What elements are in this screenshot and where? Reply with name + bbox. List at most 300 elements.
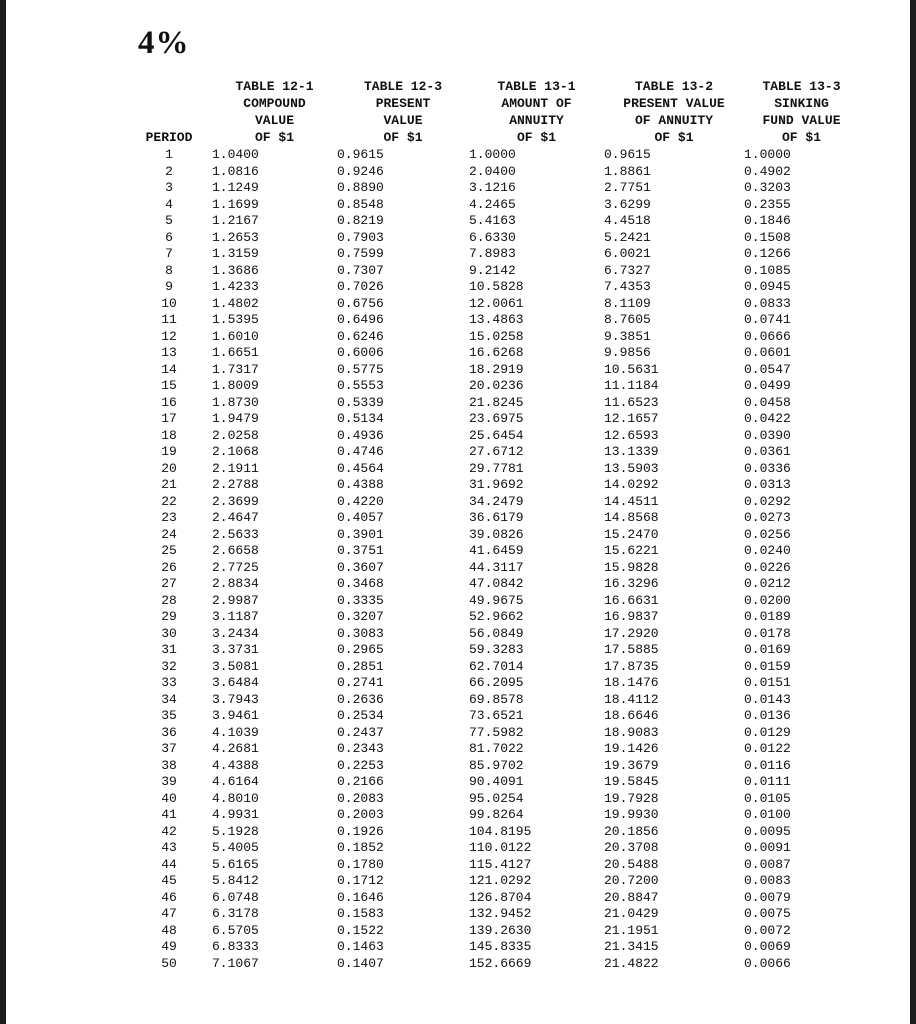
present-value-cell: 0.2636 <box>337 691 384 707</box>
present-value-cell: 0.5134 <box>337 411 384 426</box>
annuity-present-value-cell: 4.4518 <box>604 213 651 228</box>
sinking-fund-cell: 0.0390 <box>744 427 791 443</box>
table-row <box>126 675 859 692</box>
annuity-present-value-cell: 19.9930 <box>604 807 659 822</box>
period-cell: 18 <box>161 427 177 443</box>
compound-value-cell: 2.7725 <box>212 559 259 575</box>
annuity-present-value-cell: 6.0021 <box>604 246 651 261</box>
annuity-present-value-cell: 20.8847 <box>604 889 659 905</box>
annuity-amount-cell: 59.3283 <box>469 642 524 657</box>
present-value-cell: 0.3751 <box>337 543 384 558</box>
table-row <box>126 576 859 593</box>
compound-value-cell: 3.6484 <box>212 675 259 690</box>
period-cell: 5 <box>165 213 173 228</box>
sinking-fund-cell: 0.0072 <box>744 922 791 938</box>
sinking-fund-cell: 0.0087 <box>744 856 791 872</box>
column-header-period: PERIOD <box>145 130 193 145</box>
sinking-fund-cell: 0.0256 <box>744 526 791 542</box>
present-value-cell: 0.2166 <box>337 774 384 789</box>
annuity-present-value-cell: 15.2470 <box>604 526 659 542</box>
annuity-present-value-cell: 21.4822 <box>604 955 659 971</box>
annuity-amount-cell: 36.6179 <box>469 510 524 525</box>
period-cell: 10 <box>161 295 177 311</box>
annuity-amount-cell: 90.4091 <box>469 774 524 789</box>
annuity-present-value-cell: 13.5903 <box>604 460 659 476</box>
sinking-fund-cell: 0.0200 <box>744 592 791 608</box>
compound-value-cell: 1.4802 <box>212 295 259 311</box>
present-value-cell: 0.2534 <box>337 708 384 723</box>
table-row <box>126 774 859 791</box>
annuity-present-value-cell: 21.3415 <box>604 939 659 954</box>
period-cell: 37 <box>161 741 177 756</box>
period-cell: 48 <box>161 922 177 938</box>
table-row <box>126 873 859 890</box>
present-value-cell: 0.1522 <box>337 922 384 938</box>
sinking-fund-cell: 0.0069 <box>744 939 791 954</box>
annuity-present-value-cell: 19.3679 <box>604 757 659 773</box>
annuity-present-value-cell: 14.4511 <box>604 493 659 509</box>
annuity-present-value-cell: 16.3296 <box>604 576 659 591</box>
period-cell: 15 <box>161 378 177 393</box>
sinking-fund-cell: 0.0105 <box>744 790 791 806</box>
annuity-amount-cell: 39.0826 <box>469 526 524 542</box>
period-cell: 43 <box>161 840 177 855</box>
annuity-amount-cell: 126.8704 <box>469 889 532 905</box>
present-value-cell: 0.1463 <box>337 939 384 954</box>
present-value-cell: 0.3468 <box>337 576 384 591</box>
annuity-amount-cell: 66.2095 <box>469 675 524 690</box>
annuity-amount-cell: 27.6712 <box>469 444 524 459</box>
compound-value-cell: 6.8333 <box>212 939 259 954</box>
compound-value-cell: 1.0816 <box>212 163 259 179</box>
compound-value-cell: 4.9931 <box>212 807 259 822</box>
present-value-cell: 0.1926 <box>337 823 384 839</box>
annuity-amount-cell: 73.6521 <box>469 708 524 723</box>
period-cell: 14 <box>161 361 177 377</box>
table-row <box>126 263 859 280</box>
sinking-fund-cell: 0.0666 <box>744 328 791 344</box>
table-row <box>126 807 859 824</box>
present-value-cell: 0.1852 <box>337 840 384 855</box>
annuity-amount-cell: 15.0258 <box>469 328 524 344</box>
annuity-present-value-cell: 20.5488 <box>604 856 659 872</box>
present-value-cell: 0.2253 <box>337 757 384 773</box>
annuity-present-value-cell: 20.3708 <box>604 840 659 855</box>
compound-value-cell: 4.8010 <box>212 790 259 806</box>
present-value-cell: 0.4746 <box>337 444 384 459</box>
sinking-fund-cell: 0.1266 <box>744 246 791 261</box>
annuity-present-value-cell: 18.9083 <box>604 724 659 740</box>
compound-value-cell: 2.4647 <box>212 510 259 525</box>
sinking-fund-cell: 0.0116 <box>744 757 791 773</box>
table-row <box>126 378 859 395</box>
present-value-cell: 0.7903 <box>337 229 384 245</box>
compound-value-cell: 3.9461 <box>212 708 259 723</box>
compound-value-cell: 2.1068 <box>212 444 259 459</box>
annuity-amount-cell: 115.4127 <box>469 856 532 872</box>
compound-value-cell: 1.2167 <box>212 213 259 228</box>
annuity-present-value-cell: 16.6631 <box>604 592 659 608</box>
annuity-amount-cell: 56.0849 <box>469 625 524 641</box>
present-value-cell: 0.2851 <box>337 658 384 674</box>
present-value-cell: 0.4057 <box>337 510 384 525</box>
annuity-amount-cell: 132.9452 <box>469 906 532 921</box>
period-cell: 36 <box>161 724 177 740</box>
annuity-present-value-cell: 10.5631 <box>604 361 659 377</box>
sinking-fund-cell: 0.0136 <box>744 708 791 723</box>
period-cell: 35 <box>161 708 177 723</box>
present-value-cell: 0.1646 <box>337 889 384 905</box>
sinking-fund-cell: 0.0066 <box>744 955 791 971</box>
period-cell: 45 <box>161 873 177 888</box>
sinking-fund-cell: 0.0601 <box>744 345 791 360</box>
present-value-cell: 0.3083 <box>337 625 384 641</box>
compound-value-cell: 6.5705 <box>212 922 259 938</box>
sinking-fund-cell: 0.0422 <box>744 411 791 426</box>
period-cell: 25 <box>161 543 177 558</box>
table-row <box>126 246 859 263</box>
sinking-fund-cell: 0.0292 <box>744 493 791 509</box>
annuity-present-value-cell: 18.1476 <box>604 675 659 690</box>
table-row <box>126 692 859 709</box>
sinking-fund-cell: 0.0226 <box>744 559 791 575</box>
present-value-cell: 0.1583 <box>337 906 384 921</box>
present-value-cell: 0.1407 <box>337 955 384 971</box>
annuity-present-value-cell: 0.9615 <box>604 147 651 162</box>
document-page <box>6 0 910 1024</box>
table-row <box>126 741 859 758</box>
present-value-cell: 0.1712 <box>337 873 384 888</box>
compound-value-cell: 1.7317 <box>212 361 259 377</box>
present-value-cell: 0.2741 <box>337 675 384 690</box>
sinking-fund-cell: 0.0111 <box>744 774 791 789</box>
table-row <box>126 527 859 544</box>
compound-value-cell: 5.1928 <box>212 823 259 839</box>
period-cell: 39 <box>161 774 177 789</box>
compound-value-cell: 3.7943 <box>212 691 259 707</box>
compound-value-cell: 2.3699 <box>212 493 259 509</box>
annuity-amount-cell: 110.0122 <box>469 840 532 855</box>
sinking-fund-cell: 0.2355 <box>744 196 791 212</box>
present-value-cell: 0.9246 <box>337 163 384 179</box>
period-cell: 21 <box>161 477 177 492</box>
compound-value-cell: 3.3731 <box>212 642 259 657</box>
sinking-fund-cell: 0.0240 <box>744 543 791 558</box>
compound-value-cell: 1.2653 <box>212 229 259 245</box>
sinking-fund-cell: 0.0945 <box>744 279 791 294</box>
compound-value-cell: 2.5633 <box>212 526 259 542</box>
sinking-fund-cell: 0.1085 <box>744 262 791 278</box>
annuity-amount-cell: 16.6268 <box>469 345 524 360</box>
annuity-amount-cell: 81.7022 <box>469 741 524 756</box>
annuity-present-value-cell: 21.1951 <box>604 922 659 938</box>
annuity-amount-cell: 13.4863 <box>469 312 524 327</box>
interest-rate-title: 4% <box>138 25 190 61</box>
sinking-fund-cell: 1.0000 <box>744 147 791 162</box>
present-value-cell: 0.3607 <box>337 559 384 575</box>
present-value-cell: 0.9615 <box>337 147 384 162</box>
annuity-amount-cell: 29.7781 <box>469 460 524 476</box>
annuity-amount-cell: 99.8264 <box>469 807 524 822</box>
table-row <box>126 444 859 461</box>
annuity-amount-cell: 69.8578 <box>469 691 524 707</box>
annuity-present-value-cell: 16.9837 <box>604 609 659 624</box>
compound-value-cell: 1.1249 <box>212 180 259 195</box>
annuity-amount-cell: 18.2919 <box>469 361 524 377</box>
table-row <box>126 494 859 511</box>
table-row <box>126 725 859 742</box>
annuity-amount-cell: 2.0400 <box>469 163 516 179</box>
annuity-amount-cell: 5.4163 <box>469 213 516 228</box>
present-value-cell: 0.5775 <box>337 361 384 377</box>
sinking-fund-cell: 0.0313 <box>744 477 791 492</box>
period-cell: 1 <box>165 147 173 162</box>
present-value-cell: 0.3901 <box>337 526 384 542</box>
annuity-present-value-cell: 5.2421 <box>604 229 651 245</box>
sinking-fund-cell: 0.0169 <box>744 642 791 657</box>
table-row <box>126 791 859 808</box>
annuity-amount-cell: 62.7014 <box>469 658 524 674</box>
annuity-present-value-cell: 12.1657 <box>604 411 659 426</box>
compound-value-cell: 6.3178 <box>212 906 259 921</box>
table-row <box>126 642 859 659</box>
period-cell: 42 <box>161 823 177 839</box>
sinking-fund-cell: 0.4902 <box>744 163 791 179</box>
period-cell: 12 <box>161 328 177 344</box>
sinking-fund-cell: 0.1508 <box>744 229 791 245</box>
compound-value-cell: 5.6165 <box>212 856 259 872</box>
period-cell: 4 <box>165 196 173 212</box>
sinking-fund-cell: 0.0122 <box>744 741 791 756</box>
annuity-amount-cell: 77.5982 <box>469 724 524 740</box>
compound-value-cell: 4.4388 <box>212 757 259 773</box>
period-cell: 41 <box>161 807 177 822</box>
compound-value-cell: 1.9479 <box>212 411 259 426</box>
annuity-amount-cell: 1.0000 <box>469 147 516 162</box>
annuity-present-value-cell: 17.8735 <box>604 658 659 674</box>
sinking-fund-cell: 0.0547 <box>744 361 791 377</box>
table-row <box>126 560 859 577</box>
sinking-fund-cell: 0.0129 <box>744 724 791 740</box>
annuity-amount-cell: 4.2465 <box>469 196 516 212</box>
compound-value-cell: 3.5081 <box>212 658 259 674</box>
annuity-present-value-cell: 2.7751 <box>604 180 651 195</box>
table-row <box>126 857 859 874</box>
compound-value-cell: 3.2434 <box>212 625 259 641</box>
period-cell: 40 <box>161 790 177 806</box>
interest-factor-table <box>126 78 859 972</box>
sinking-fund-cell: 0.0458 <box>744 394 791 410</box>
sinking-fund-cell: 0.0273 <box>744 510 791 525</box>
annuity-present-value-cell: 9.9856 <box>604 345 651 360</box>
annuity-present-value-cell: 15.6221 <box>604 543 659 558</box>
annuity-present-value-cell: 8.1109 <box>604 295 651 311</box>
annuity-amount-cell: 44.3117 <box>469 559 524 575</box>
sinking-fund-cell: 0.0189 <box>744 609 791 624</box>
present-value-cell: 0.6006 <box>337 345 384 360</box>
period-cell: 19 <box>161 444 177 459</box>
table-row <box>126 164 859 181</box>
compound-value-cell: 2.0258 <box>212 427 259 443</box>
annuity-amount-cell: 3.1216 <box>469 180 516 195</box>
table-row <box>126 626 859 643</box>
present-value-cell: 0.6496 <box>337 312 384 327</box>
annuity-amount-cell: 139.2630 <box>469 922 532 938</box>
present-value-cell: 0.2437 <box>337 724 384 740</box>
annuity-amount-cell: 12.0061 <box>469 295 524 311</box>
table-row <box>126 411 859 428</box>
compound-value-cell: 2.8834 <box>212 576 259 591</box>
compound-value-cell: 4.6164 <box>212 774 259 789</box>
annuity-present-value-cell: 21.0429 <box>604 906 659 921</box>
compound-value-cell: 2.2788 <box>212 477 259 492</box>
annuity-amount-cell: 104.8195 <box>469 823 532 839</box>
period-cell: 9 <box>165 279 173 294</box>
present-value-cell: 0.6756 <box>337 295 384 311</box>
table-row <box>126 213 859 230</box>
table-row <box>126 543 859 560</box>
annuity-present-value-cell: 7.4353 <box>604 279 651 294</box>
compound-value-cell: 1.1699 <box>212 196 259 212</box>
table-row <box>126 461 859 478</box>
table-row <box>126 840 859 857</box>
compound-value-cell: 1.8009 <box>212 378 259 393</box>
annuity-present-value-cell: 18.6646 <box>604 708 659 723</box>
table-row <box>126 939 859 956</box>
annuity-amount-cell: 10.5828 <box>469 279 524 294</box>
period-cell: 27 <box>161 576 177 591</box>
annuity-present-value-cell: 20.1856 <box>604 823 659 839</box>
compound-value-cell: 1.8730 <box>212 394 259 410</box>
table-row <box>126 395 859 412</box>
annuity-present-value-cell: 20.7200 <box>604 873 659 888</box>
present-value-cell: 0.4220 <box>337 493 384 509</box>
compound-value-cell: 6.0748 <box>212 889 259 905</box>
annuity-amount-cell: 49.9675 <box>469 592 524 608</box>
column-header-compound-value: TABLE 12-1 COMPOUND VALUE OF $1 <box>235 79 314 145</box>
sinking-fund-cell: 0.0336 <box>744 460 791 476</box>
annuity-amount-cell: 52.9662 <box>469 609 524 624</box>
table-row <box>126 758 859 775</box>
period-cell: 17 <box>161 411 177 426</box>
table-row <box>126 956 859 973</box>
column-header-amount-of-annuity: TABLE 13-1 AMOUNT OF ANNUITY OF $1 <box>497 79 576 145</box>
period-cell: 31 <box>161 642 177 657</box>
compound-value-cell: 1.0400 <box>212 147 259 162</box>
table-row <box>126 329 859 346</box>
period-cell: 8 <box>165 262 173 278</box>
table-row <box>126 362 859 379</box>
period-cell: 32 <box>161 658 177 674</box>
annuity-present-value-cell: 11.6523 <box>604 394 659 410</box>
annuity-amount-cell: 152.6669 <box>469 955 532 971</box>
period-cell: 29 <box>161 609 177 624</box>
present-value-cell: 0.5553 <box>337 378 384 393</box>
sinking-fund-cell: 0.0741 <box>744 312 791 327</box>
annuity-amount-cell: 20.0236 <box>469 378 524 393</box>
table-row <box>126 296 859 313</box>
annuity-present-value-cell: 17.5885 <box>604 642 659 657</box>
compound-value-cell: 4.1039 <box>212 724 259 740</box>
compound-value-cell: 5.8412 <box>212 873 259 888</box>
sinking-fund-cell: 0.0159 <box>744 658 791 674</box>
period-cell: 28 <box>161 592 177 608</box>
annuity-present-value-cell: 19.5845 <box>604 774 659 789</box>
compound-value-cell: 2.1911 <box>212 460 259 476</box>
table-row <box>126 659 859 676</box>
table-row <box>126 906 859 923</box>
period-cell: 26 <box>161 559 177 575</box>
compound-value-cell: 1.3686 <box>212 262 259 278</box>
annuity-amount-cell: 145.8335 <box>469 939 532 954</box>
column-header-sinking-fund-value: TABLE 13-3 SINKING FUND VALUE OF $1 <box>762 79 841 145</box>
annuity-present-value-cell: 13.1339 <box>604 444 659 459</box>
annuity-amount-cell: 31.9692 <box>469 477 524 492</box>
table-header <box>126 78 859 147</box>
sinking-fund-cell: 0.1846 <box>744 213 791 228</box>
annuity-present-value-cell: 1.8861 <box>604 163 651 179</box>
sinking-fund-cell: 0.0091 <box>744 840 791 855</box>
period-cell: 30 <box>161 625 177 641</box>
annuity-amount-cell: 23.6975 <box>469 411 524 426</box>
present-value-cell: 0.2965 <box>337 642 384 657</box>
table-row <box>126 890 859 907</box>
table-row <box>126 477 859 494</box>
period-cell: 23 <box>161 510 177 525</box>
present-value-cell: 0.7307 <box>337 262 384 278</box>
annuity-present-value-cell: 14.0292 <box>604 477 659 492</box>
period-cell: 38 <box>161 757 177 773</box>
period-cell: 50 <box>161 955 177 971</box>
period-cell: 33 <box>161 675 177 690</box>
period-cell: 13 <box>161 345 177 360</box>
annuity-amount-cell: 121.0292 <box>469 873 532 888</box>
period-cell: 44 <box>161 856 177 872</box>
period-cell: 6 <box>165 229 173 245</box>
sinking-fund-cell: 0.0499 <box>744 378 791 393</box>
compound-value-cell: 1.6010 <box>212 328 259 344</box>
present-value-cell: 0.3207 <box>337 609 384 624</box>
present-value-cell: 0.2003 <box>337 807 384 822</box>
annuity-amount-cell: 41.6459 <box>469 543 524 558</box>
annuity-present-value-cell: 18.4112 <box>604 691 659 707</box>
annuity-present-value-cell: 3.6299 <box>604 196 651 212</box>
table-row <box>126 197 859 214</box>
present-value-cell: 0.4936 <box>337 427 384 443</box>
period-cell: 16 <box>161 394 177 410</box>
annuity-amount-cell: 95.0254 <box>469 790 524 806</box>
table-row <box>126 312 859 329</box>
table-row <box>126 824 859 841</box>
table-row <box>126 230 859 247</box>
annuity-amount-cell: 21.8245 <box>469 394 524 410</box>
table-row <box>126 510 859 527</box>
present-value-cell: 0.3335 <box>337 592 384 608</box>
period-cell: 47 <box>161 906 177 921</box>
table-row <box>126 180 859 197</box>
annuity-amount-cell: 34.2479 <box>469 493 524 509</box>
annuity-amount-cell: 47.0842 <box>469 576 524 591</box>
present-value-cell: 0.2083 <box>337 790 384 806</box>
compound-value-cell: 5.4005 <box>212 840 259 855</box>
present-value-cell: 0.8219 <box>337 213 384 228</box>
compound-value-cell: 1.4233 <box>212 279 259 294</box>
present-value-cell: 0.7599 <box>337 246 384 261</box>
compound-value-cell: 2.9987 <box>212 592 259 608</box>
compound-value-cell: 1.6651 <box>212 345 259 360</box>
column-header-present-value: TABLE 12-3 PRESENT VALUE OF $1 <box>363 79 442 145</box>
period-cell: 22 <box>161 493 177 509</box>
